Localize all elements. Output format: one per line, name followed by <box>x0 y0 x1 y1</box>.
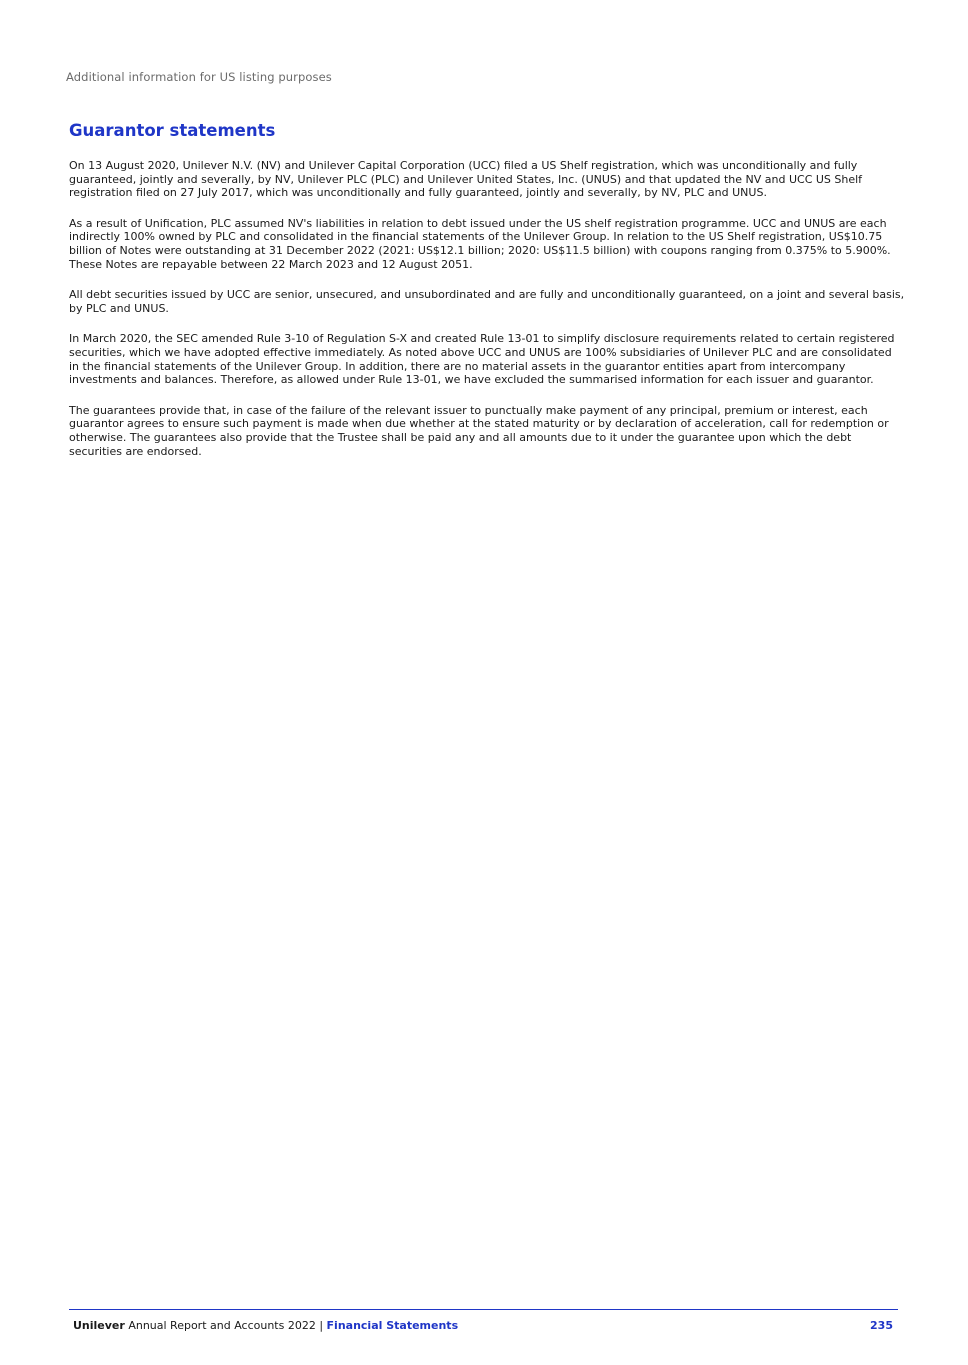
running-header: Additional information for US listing purposes <box>66 70 332 84</box>
page-footer <box>73 1319 893 1333</box>
paragraph-sec-rule: In March 2020, the SEC amended Rule 3-10 of Regulation S-X and created Rule 13-01 to simplify disclosure requirements related to certain registered securities, which we have adopted effective immediately. As noted above UCC and UNUS are 100% subsidiaries of Unilever PLC and are consolidated in the financial statements of the Unilever Group. In addition, there are no material assets in the guarantor entities apart from intercompany investments and balances. Therefore, as allowed under Rule 13-01, we have excluded the summarised information for each issuer and guarantor. <box>69 332 895 387</box>
footer-section-link[interactable]: Financial Statements <box>326 1319 459 1332</box>
section-title: Guarantor statements <box>69 121 276 140</box>
paragraph-debt-securities: All debt securities issued by UCC are senior, unsecured, and unsubordinated and are fully and unconditionally guaranteed, on a joint and several basis, by PLC and UNUS. <box>69 288 905 315</box>
paragraph-guarantees: The guarantees provide that, in case of the failure of the relevant issuer to punctually make payment of any principal, premium or interest, each guarantor agrees to ensure such payment is made when due whether at the stated maturity or by declaration of acceleration, call for redemption or otherwise. The guarantees also provide that the Trustee shall be paid any and all amounts due to it under the guarantee upon which the debt securities are endorsed. <box>69 403 889 458</box>
footer-divider <box>69 1309 898 1310</box>
paragraph-unification: As a result of Unification, PLC assumed NV's liabilities in relation to debt issued under the US shelf registration programme. UCC and UNUS are each indirectly 100% owned by PLC and consolidated in the financial statements of the Unilever Group. In relation to the US Shelf registration, US$10.75 billion of Notes were outstanding at 31 December 2022 (2021: US$12.1 billion; 2020: US$11.5 billion) with coupons ranging from 0.375% to 5.900%. These Notes are repayable between 22 March 2023 and 12 August 2051. <box>69 216 891 271</box>
footer-brand: Unilever <box>73 1319 125 1332</box>
footer-report-title: Annual Report and Accounts 2022 | <box>124 1319 327 1332</box>
page-number: 235 <box>870 1319 893 1332</box>
paragraph-shelf-registration: On 13 August 2020, Unilever N.V. (NV) and Unilever Capital Corporation (UCC) filed a US Shelf registration, which was unconditionally and fully guaranteed, jointly and severally, by NV, Unilever PLC (PLC) and Unilever United States, Inc. (UNUS) and that updated the NV and UCC US Shelf registration filed on 27 July 2017, which was unconditionally and fully guaranteed, jointly and severally, by NV, PLC and UNUS. <box>69 159 863 200</box>
body-text <box>69 159 905 475</box>
